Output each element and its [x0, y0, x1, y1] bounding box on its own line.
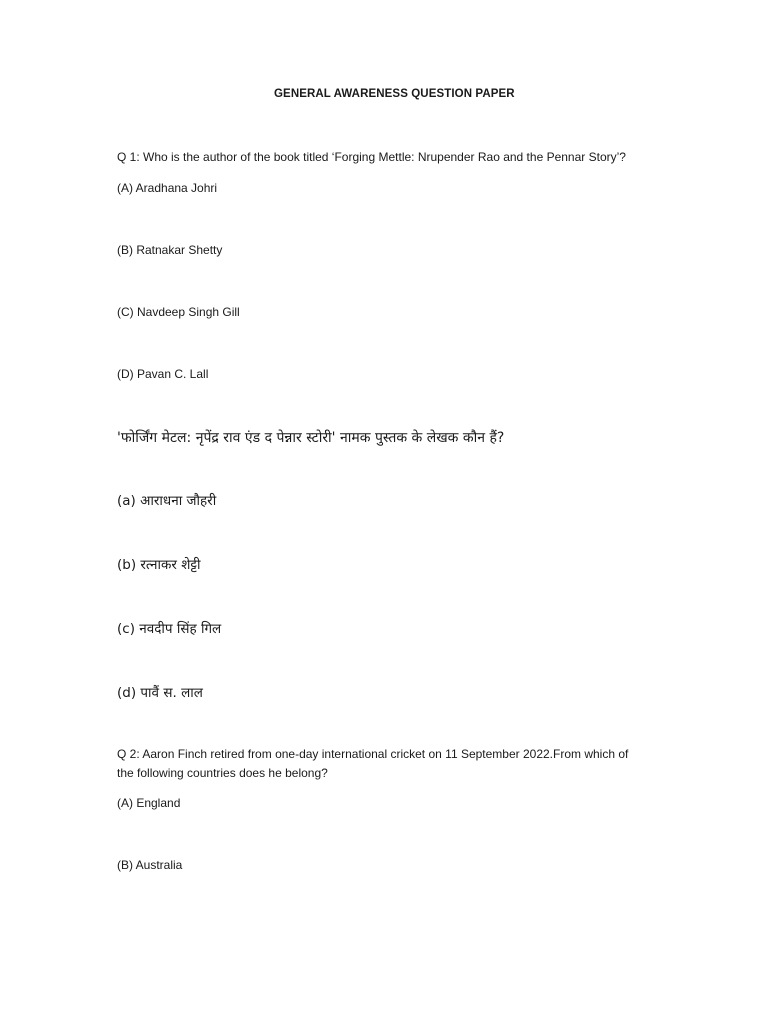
- q1-option-a: (A) Aradhana Johri: [117, 181, 218, 195]
- q2-option-a: (A) England: [117, 796, 181, 810]
- q2-question: Q 2: Aaron Finch retired from one-day international cricket on 11 September 2022.From which of the following countries does he belong?: [117, 747, 629, 780]
- q1-question-hindi: 'फोर्जिंग मेटल: नृपेंद्र राव एंड द पेन्नार स्टोरी' नामक पुस्तक के लेखक कौन हैं?: [117, 430, 505, 446]
- q1-option-d: (D) Pavan C. Lall: [117, 367, 209, 381]
- q2-option-b: (B) Australia: [117, 858, 183, 872]
- q1-option-c-hindi: (c) नवदीप सिंह गिल: [117, 621, 222, 637]
- paper-title: GENERAL AWARENESS QUESTION PAPER: [274, 88, 515, 100]
- q1-question: Q 1: Who is the author of the book titled ‘Forging Mettle: Nrupender Rao and the Pennar Story’?: [117, 150, 626, 164]
- q1-option-b: (B) Ratnakar Shetty: [117, 243, 223, 257]
- q1-option-c: (C) Navdeep Singh Gill: [117, 305, 240, 319]
- q1-option-a-hindi: (a) आराधना जौहरी: [117, 493, 217, 509]
- q1-option-d-hindi: (d) पावैं स. लाल: [117, 685, 203, 701]
- q1-option-b-hindi: (b) रत्नाकर शेट्टी: [117, 557, 201, 573]
